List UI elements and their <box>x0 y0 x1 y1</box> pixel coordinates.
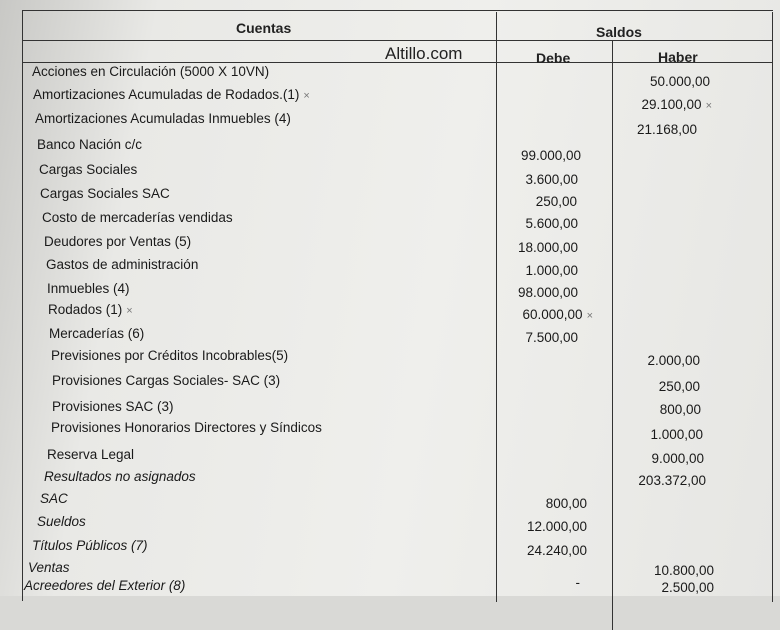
account-label: Provisiones Honorarios Directores y Síndicos <box>51 420 322 435</box>
account-name <box>44 234 191 249</box>
header-haber: Haber <box>658 49 698 65</box>
account-label: Cargas Sociales <box>39 162 138 177</box>
account-label: Acciones en Circulación (5000 X 10VN) <box>32 64 270 79</box>
haber-value: 1.000,00 <box>650 427 703 442</box>
debe-value: 98.000,00 <box>517 285 578 300</box>
account-name <box>52 373 280 388</box>
account-label: Provisiones Cargas Sociales- SAC (3) <box>52 373 281 388</box>
account-name <box>40 186 170 201</box>
cuentas-header-border <box>22 40 497 41</box>
account-label: Títulos Públicos (7) <box>32 538 148 553</box>
account-label: Reserva Legal <box>47 447 135 462</box>
account-name <box>32 538 148 553</box>
account-name <box>37 514 86 529</box>
account-label: Amortizaciones Acumuladas Inmuebles (4) <box>35 111 291 126</box>
account-label: Amortizaciones Acumuladas de Rodados.(1) <box>33 87 300 102</box>
haber-value: 2.000,00 <box>647 353 700 368</box>
account-name <box>46 257 198 272</box>
account-name <box>48 302 133 317</box>
haber-value: 10.800,00 <box>653 563 714 578</box>
header-cuentas: Cuentas <box>236 20 292 36</box>
debe-value: 3.600,00 <box>525 172 578 187</box>
account-label: Acreedores del Exterior (8) <box>24 578 186 593</box>
haber-value: 9.000,00 <box>651 451 704 466</box>
account-label: SAC <box>40 491 68 506</box>
watermark-text: Altillo.com <box>385 44 463 63</box>
account-label: Costo de mercaderías vendidas <box>42 210 233 225</box>
account-name <box>28 560 70 575</box>
account-label: Ventas <box>28 560 70 575</box>
check-mark-icon: × <box>303 90 310 102</box>
debe-value: 99.000,00 <box>520 148 581 163</box>
check-mark-icon: × <box>126 305 133 317</box>
account-name <box>33 87 310 102</box>
account-name <box>47 447 134 462</box>
saldos-header-border <box>496 40 772 41</box>
haber-value: 50.000,00 <box>649 74 710 89</box>
column-divider-right <box>772 12 773 602</box>
account-name <box>32 64 269 79</box>
debe-value: 1.000,00 <box>525 263 578 278</box>
account-label: Rodados (1) <box>48 302 123 317</box>
account-name <box>51 348 288 363</box>
account-name <box>47 281 130 296</box>
debe-value: 60.000,00 × <box>522 307 593 322</box>
account-name <box>49 326 144 341</box>
debe-value: 800,00 <box>545 496 587 511</box>
account-name <box>42 210 233 225</box>
account-name <box>52 399 174 414</box>
account-label: Resultados no asignados <box>44 469 196 484</box>
haber-value: 29.100,00 × <box>641 97 712 112</box>
account-label: Previsiones por Créditos Incobrables(5) <box>51 348 289 363</box>
account-name <box>40 491 68 506</box>
debe-value: 18.000,00 <box>517 240 578 255</box>
debe-value: - <box>575 575 580 590</box>
account-label: Gastos de administración <box>46 257 199 272</box>
haber-value: 203.372,00 <box>638 473 706 488</box>
header-saldos: Saldos <box>596 24 642 40</box>
account-label: Sueldos <box>37 514 86 529</box>
account-label: Deudores por Ventas (5) <box>44 234 192 249</box>
account-label: Provisiones SAC (3) <box>52 399 174 414</box>
debe-value: 24.240,00 <box>526 543 587 558</box>
check-mark-icon: × <box>705 100 712 112</box>
check-mark-icon: × <box>586 310 593 322</box>
debe-value: 250,00 <box>535 194 577 209</box>
account-label: Inmuebles (4) <box>47 281 130 296</box>
debe-value: 5.600,00 <box>525 216 578 231</box>
haber-value: 800,00 <box>659 402 701 417</box>
haber-value: 250,00 <box>658 379 700 394</box>
account-name <box>39 162 137 177</box>
account-name <box>24 578 185 593</box>
header-debe: Debe <box>536 50 571 66</box>
haber-value: 21.168,00 <box>636 122 697 137</box>
account-name <box>44 469 196 484</box>
table-top-border <box>22 10 772 11</box>
debe-value: 12.000,00 <box>526 519 587 534</box>
account-name <box>51 420 322 435</box>
haber-value: 2.500,00 <box>661 580 714 595</box>
account-name <box>35 111 291 126</box>
account-label: Mercaderías (6) <box>49 326 145 341</box>
account-label: Banco Nación c/c <box>37 137 143 152</box>
account-name <box>37 137 142 152</box>
debe-value: 7.500,00 <box>525 330 578 345</box>
account-label: Cargas Sociales SAC <box>40 186 170 201</box>
